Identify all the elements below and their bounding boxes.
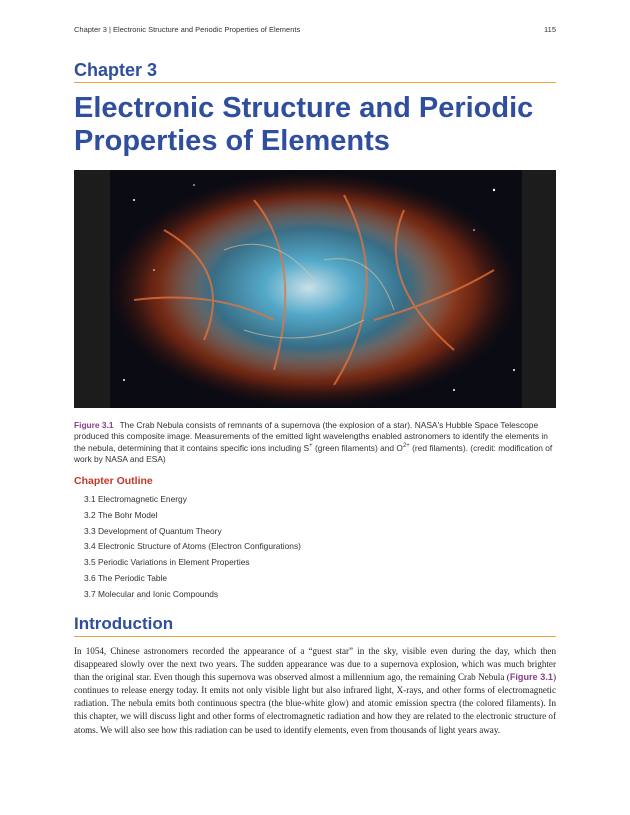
outline-title: Chapter Outline	[74, 475, 153, 487]
outline-item[interactable]: 3.3 Development of Quantum Theory	[84, 525, 222, 536]
running-title: Chapter 3 | Electronic Structure and Periodic Properties of Elements	[74, 25, 301, 34]
chapter-rule	[74, 82, 556, 83]
outline-item[interactable]: 3.7 Molecular and Ionic Compounds	[84, 588, 219, 599]
chapter-outline-list	[84, 492, 301, 603]
chapter-title: Electronic Structure and Periodic Properties of Elements	[74, 92, 534, 157]
caption-sup-2: 2+	[402, 443, 410, 450]
introduction-heading: Introduction	[74, 614, 174, 633]
caption-sup-1: +	[309, 443, 313, 450]
chapter-label: Chapter 3	[74, 60, 158, 80]
crab-nebula-image	[74, 170, 556, 408]
outline-item[interactable]: 3.1 Electromagnetic Energy	[84, 494, 187, 504]
outline-item[interactable]: 3.5 Periodic Variations in Element Properties	[84, 557, 250, 568]
running-header	[74, 25, 556, 34]
figure-caption	[74, 420, 556, 464]
caption-text-3: (red filaments). (credit: modification of work by NASA and ESA)	[74, 442, 553, 464]
outline-item[interactable]: 3.6 The Periodic Table	[84, 572, 168, 583]
intro-text-1: In 1054, Chinese astronomers recorded the appearance of a “guest star” in the sky, visible even during the day, which then disappeared slowly over the next two years. The sudden appearance was due to a supernova explosion, which was much brighter than the original star. Even though this supernova was observed almost a millennium ago, the remaining Crab Nebula (	[74, 646, 556, 683]
caption-text-2: (green filaments) and O	[312, 442, 403, 453]
figure-number: Figure 3.1	[74, 420, 114, 430]
caption-text-1: The Crab Nebula consists of remnants of a supernova (the explosion of a star). NASA's Hubble Space Telescope produced this composite image. Measurements of the emitted light wavelengths enabled astronomers to identify the elements in the nebula, determining that it contains specific ions including S	[74, 420, 548, 453]
outline-item[interactable]: 3.2 The Bohr Model	[84, 509, 158, 520]
page-number: 115	[544, 25, 556, 34]
introduction-paragraph	[74, 645, 556, 737]
outline-item[interactable]: 3.4 Electronic Structure of Atoms (Electron Configurations)	[84, 541, 301, 552]
introduction-rule	[74, 636, 556, 637]
figure-reference-link[interactable]: Figure 3.1	[509, 672, 553, 683]
nebula-illustration	[74, 170, 556, 408]
intro-text-2: ) continues to release energy today. It emits not only visible light but also infrared light, X-rays, and other forms of electromagnetic radiation. The nebula emits both continuous spectra (the blue-white glow) and atomic emission spectra (the colored filaments). In this chapter, we will discuss light and other forms of electromagnetic radiation and how they are related to the electronic structure of atoms. We will also see how this radiation can be used to identify elements, even from thousands of light years away.	[74, 672, 556, 735]
